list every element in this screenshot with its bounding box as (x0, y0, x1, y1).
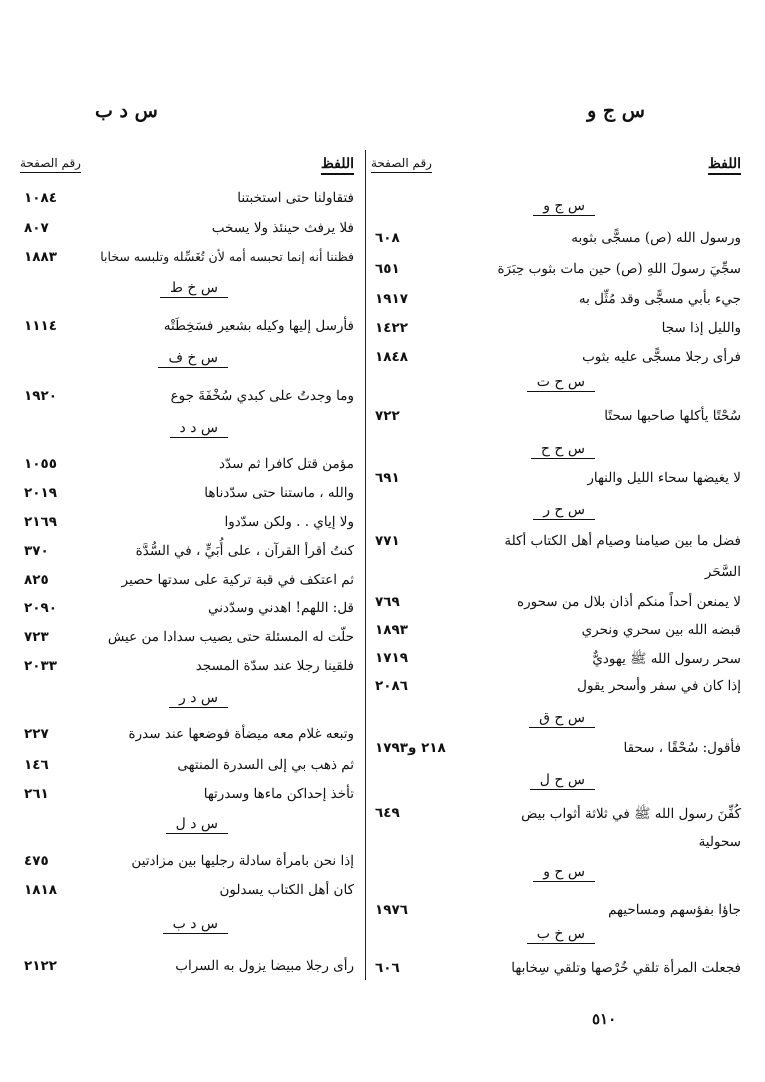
entry-page: ١٨١٨ (24, 882, 57, 898)
root-heading: س ح ح (531, 441, 595, 459)
root-heading: س د ل (166, 816, 228, 834)
entry-page: ٤٧٥ (24, 853, 49, 869)
entry-page: ١٠٥٥ (24, 456, 57, 472)
running-header-left: س د ب (95, 100, 158, 122)
entry-page: ١٨٨٣ (24, 249, 57, 265)
entry-phrase: رأى رجلا مبيضا يزول به السراب (175, 958, 354, 974)
entry-page: ٢١٨ و١٧٩٣ (375, 740, 446, 756)
root-heading: س خ ب (527, 926, 595, 944)
entry-phrase: سحر رسول الله ﷺ يهوديٌّ (592, 651, 741, 667)
column-header (20, 150, 358, 182)
entry-phrase: جاؤا بفؤسهم ومساحيهم (608, 902, 741, 918)
entry-phrase: والله ، ماستنا حتى سدّدناها (204, 485, 354, 501)
entry-page: ١٨٤٨ (375, 349, 408, 365)
entry-page: ٢٠١٩ (24, 485, 57, 501)
entry-page: ٧٢٢ (375, 408, 400, 424)
entry-page: ٦٠٦ (375, 960, 400, 976)
entry-phrase: فظننا أنه إنما تحبسه أمه لأن تُغَسِّله وتلبسه سخابا (100, 249, 354, 264)
root-heading: س ح ل (530, 772, 595, 790)
entry-page: ١٧١٩ (375, 650, 408, 666)
entry-phrase: لا يمنعن أحداً منكم أذان بلال من سحوره (517, 594, 741, 610)
entry-page: ٨٠٧ (24, 220, 49, 236)
entry-phrase: فضل ما بين صيامنا وصيام أهل الكتاب أكلة (504, 533, 741, 549)
page-number-heading: رقم الصفحة (20, 156, 81, 170)
entry-continuation: السَّحَر (704, 564, 741, 580)
entry-page: ٢١٦٩ (24, 514, 57, 530)
entry-phrase: سجِّيَ رسولَ اللهِ (ص) حين مات بثوب حِبَرَة (497, 261, 741, 277)
left-index-column (20, 150, 358, 974)
running-header-right: س ج و (587, 100, 645, 122)
root-heading: س د ر (169, 690, 228, 708)
column-header (371, 150, 745, 182)
entry-page: ١٩٢٠ (24, 388, 57, 404)
entry-phrase: فأرسل إليها وكيله بشعير فسَخِطَتْه (163, 318, 354, 334)
entry-phrase: ثم اعتكف في قبة تركية على سدتها حصير (121, 572, 354, 588)
entry-phrase: جيء بأبي مسجًّى وقد مُثِّل به (578, 291, 741, 307)
entry-page: ٢٠٣٣ (24, 658, 57, 674)
entry-phrase: ولا إياي . . ولكن سدّدوا (224, 514, 354, 530)
entry-phrase: فأقول: سُحْقًا ، سحقا (623, 740, 741, 756)
entry-page: ٦٤٩ (375, 805, 400, 821)
entry-phrase: فرأى رجلا مسجًّى عليه بثوب (582, 349, 741, 365)
root-heading: س د ب (163, 916, 228, 934)
entry-phrase: فجعلت المرأة تلقي خُرْصها وتلقي سِخابها (511, 960, 741, 976)
entry-page: ٢١٢٢ (24, 958, 57, 974)
root-heading: س خ ط (160, 280, 228, 298)
entry-phrase: وتبعه غلام معه ميضأة فوضعها عند سدرة (128, 726, 354, 742)
entry-page: ٦٥١ (375, 261, 400, 277)
entry-page: ٧٦٩ (375, 594, 400, 610)
entry-phrase: كنتُ أقرأ القرآن ، على أُبَيٍّ ، في السُّدَّة (135, 543, 354, 559)
entry-phrase: فتقاولنا حتى استخبتنا (237, 190, 354, 206)
entry-phrase: قبضه الله بين سحري ونحري (581, 622, 741, 638)
entry-page: ٨٢٥ (24, 572, 49, 588)
entry-phrase: حلّت له المسئلة حتى يصيب سدادا من عيش (107, 629, 354, 645)
entry-page: ٢٦١ (24, 786, 49, 802)
root-heading: س ح ر (533, 502, 595, 520)
entry-page: ١٩١٧ (375, 291, 408, 307)
root-heading: س ج و (533, 198, 595, 216)
entry-phrase: ثم ذهب بي إلى السدرة المنتهى (177, 757, 354, 773)
page-number: ٥١٠ (592, 1010, 617, 1028)
root-heading: س ح ت (527, 374, 595, 392)
lafz-heading: اللفظ (320, 156, 354, 172)
entry-page: ١٤٦ (24, 757, 49, 773)
entry-phrase: قل: اللهم! اهدني وسدّدني (208, 600, 354, 616)
entry-phrase: إذا نحن بامرأة سادلة رجليها بين مزادتين (131, 853, 354, 869)
root-heading: س خ ف (158, 350, 228, 368)
entry-phrase: تأخذ إحداكن ماءها وسدرتها (203, 786, 354, 802)
entry-page: ٧٧١ (375, 533, 400, 549)
root-heading: س ح و (533, 864, 595, 882)
entry-page: ٢٢٧ (24, 726, 49, 742)
page-number-heading: رقم الصفحة (371, 156, 432, 170)
entry-phrase: سُحْتًا يأكلها صاحبها سحتًا (604, 408, 741, 424)
entry-page: ٢٠٨٦ (375, 678, 408, 694)
entry-phrase: فلا يرفث حينئذ ولا يسخب (211, 220, 354, 236)
entry-continuation: سحولية (698, 834, 741, 850)
entry-phrase: ورسول الله (ص) مسجًّى بثوبه (571, 230, 741, 246)
entry-page: ٧٢٣ (24, 629, 49, 645)
entry-phrase: كُفِّنَ رسول الله ﷺ في ثلاثة أثواب بيض (521, 806, 741, 822)
entry-page: ١٤٢٢ (375, 320, 408, 336)
entry-page: ٦٠٨ (375, 230, 400, 246)
lafz-heading: اللفظ (707, 156, 741, 172)
entry-phrase: كان أهل الكتاب يسدلون (219, 882, 354, 898)
right-index-column (371, 150, 745, 976)
entry-phrase: فلقينا رجلا عند سدّة المسجد (195, 658, 354, 674)
entry-phrase: والليل إذا سجا (661, 320, 741, 336)
entry-page: ١٠٨٤ (24, 190, 57, 206)
root-heading: س ح ق (529, 710, 595, 728)
entry-phrase: وما وجدتُ على كبدي سُخْفَةَ جوع (170, 388, 354, 404)
entry-page: ٢٠٩٠ (24, 600, 57, 616)
entry-phrase: لا يغيضها سحاء الليل والنهار (587, 470, 741, 486)
column-divider (365, 150, 366, 980)
root-heading: س د د (170, 420, 228, 438)
entry-page: ١٩٧٦ (375, 902, 408, 918)
entry-page: ١١١٤ (24, 318, 57, 334)
entry-phrase: مؤمن قتل كافرا ثم سدّد (219, 456, 354, 472)
entry-page: ١٨٩٣ (375, 622, 408, 638)
entry-page: ٣٧٠ (24, 543, 49, 559)
entry-phrase: إذا كان في سفر وأسحر يقول (577, 678, 741, 694)
entry-page: ٦٩١ (375, 470, 400, 486)
